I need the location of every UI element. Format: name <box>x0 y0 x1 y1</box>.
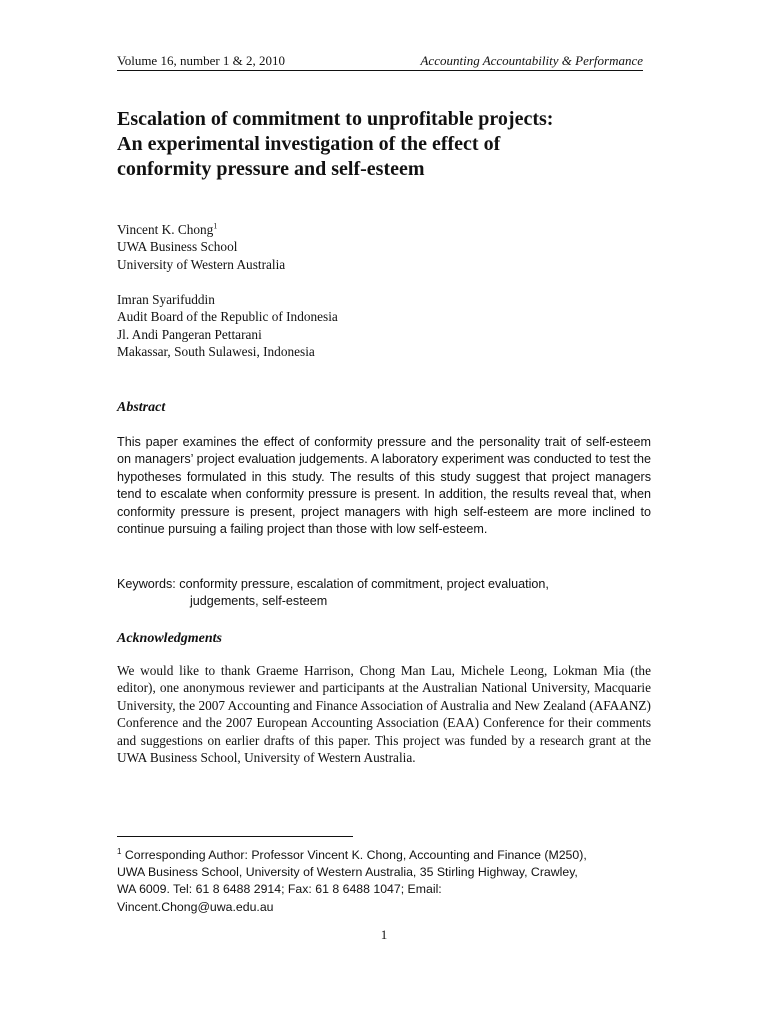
acknowledgments-heading: Acknowledgments <box>117 631 223 646</box>
footnote-divider <box>117 836 353 837</box>
footnote-mark: 1 <box>213 221 218 231</box>
keywords-line: conformity pressure, escalation of commitment, project evaluation, <box>179 577 549 591</box>
abstract-heading: Abstract <box>117 400 166 415</box>
author-affiliation: Jl. Andi Pangeran Pettarani <box>117 326 262 342</box>
author-block-2 <box>117 291 657 361</box>
author-affiliation: Audit Board of the Republic of Indonesia <box>117 309 338 325</box>
footnote-line: Corresponding Author: Professor Vincent K. Chong, Accounting and Finance (M250), <box>124 848 587 862</box>
abstract-text: This paper examines the effect of conformity pressure and the personality trait of self-esteem on managers’ project evaluation judgements. A laboratory experiment was conducted to test the hypotheses formulated in this study. The results of this study suggest that project managers tend to escalate when conformity pressure is present. In addition, the results reveal that, when conformity pressure is present, project managers with high self-esteem are more inclined to continue pursuing a failing project than those with low self-esteem. <box>117 435 651 537</box>
title-line: Escalation of commitment to unprofitable projects: <box>117 108 554 130</box>
author-affiliation: UWA Business School <box>117 239 238 255</box>
author-name: Imran Syarifuddin <box>117 292 215 307</box>
keywords <box>117 576 651 611</box>
footnote-mark: 1 <box>117 846 122 856</box>
author-block-1 <box>117 221 657 273</box>
author-affiliation: University of Western Australia <box>117 256 286 272</box>
footnote-line: Vincent.Chong@uwa.edu.au <box>117 899 274 914</box>
journal-name: Accounting Accountability & Performance <box>389 53 643 71</box>
footnote-line: WA 6009. Tel: 61 8 6488 2914; Fax: 61 8 6488 1047; Email: <box>117 882 442 897</box>
footnote <box>117 847 647 916</box>
acknowledgments-text: We would like to thank Graeme Harrison, Chong Man Lau, Michele Leong, Lokman Mia (the editor), one anonymous reviewer and participants at the Australian National University, Macquarie University, the 2007 Accounting and Finance Association of Australia and New Zealand (AFAANZ) Conference and the 2007 European Accounting Association (EAA) Conference for their comments and suggestions on earlier drafts of this paper. This project was funded by a research grant at the UWA Business School, University of Western Australia. <box>117 663 651 766</box>
title-line: conformity pressure and self-esteem <box>117 158 425 180</box>
footnote-line: UWA Business School, University of Western Australia, 35 Stirling Highway, Crawley, <box>117 865 578 880</box>
keywords-label: Keywords: <box>117 577 176 591</box>
author-name: Vincent K. Chong <box>117 222 214 237</box>
title-line: An experimental investigation of the effect of <box>117 133 501 155</box>
page-number: 1 <box>380 927 388 942</box>
keywords-line: judgements, self-esteem <box>190 594 328 609</box>
running-header <box>117 53 647 71</box>
volume-info: Volume 16, number 1 & 2, 2010 <box>117 53 389 71</box>
paper-title <box>117 107 657 182</box>
author-affiliation: Makassar, South Sulawesi, Indonesia <box>117 344 315 360</box>
